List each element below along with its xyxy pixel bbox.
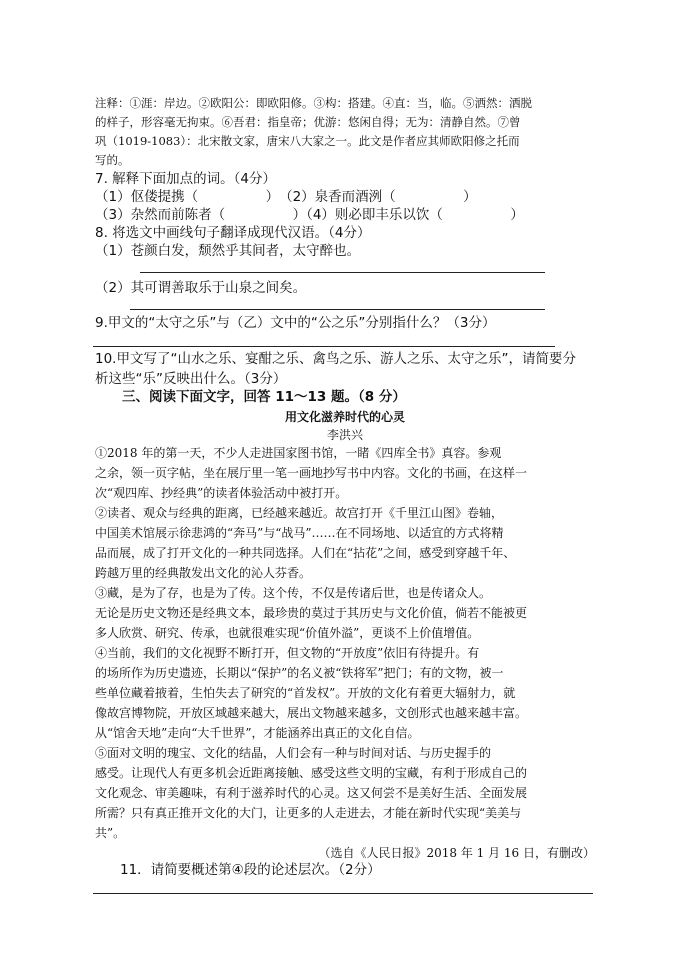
article-source: （选自《人民日报》2018 年 1 月 16 日，有删改）: [318, 846, 595, 860]
q8-sentence-2: （2）其可谓善取乐于山泉之间矣。: [95, 280, 307, 296]
article-line: 跨越万里的经典散发出文化的沁人芬香。: [95, 566, 312, 580]
annotation-line-2: 的样子，形容毫无拘束。⑥吾君：指皇帝；优游：悠闲自得；无为：清静自然。⑦曾: [95, 115, 521, 129]
article-line: 之余，领一页字帖，坐在展厅里一笔一画地抄写书中内容。文化的书画，在这样一: [95, 466, 528, 480]
article-author: 李洪兴: [326, 428, 363, 442]
article-line: 感受。让现代人有更多机会近距离接触、感受这些文明的宝藏，有利于形成自己的: [95, 766, 528, 780]
article-line: 的场所作为历史遗迹，长期以“保护”的名义被“铁将军”把门；有的文物，被一: [95, 666, 504, 680]
q8-sentence-1: （1）苍颜白发，颓然乎其间者，太守醉也。: [95, 243, 361, 259]
article-line: ⑤面对文明的瑰宝、文化的结晶，人们会有一种与时间对话、与历史握手的: [95, 746, 492, 760]
q10-line-2: 析这些“乐”反映出什么。（3分）: [95, 371, 287, 387]
article-line: 从“馆舍天地”走向“大千世界”，才能涵养出真正的文化自信。: [95, 726, 420, 740]
q7-row-2: （3）杂然而前陈者（ ）（4）则必即丰乐以饮（ ）: [95, 207, 524, 223]
article-line: 像故宫博物院，开放区域越来越大，展出文物越来越多，文创形式也越来越丰富。: [95, 706, 528, 720]
q7-title: 7. 解释下面加点的词。（4分）: [95, 171, 277, 187]
article-line: 多人欣赏、研究、传承，也就很难实现“价值外溢”，更谈不上价值增值。: [95, 626, 480, 640]
article-line: ③藏，是为了存，也是为了传。这个传，不仅是传诸后世，也是传诸众人。: [95, 586, 492, 600]
answer-line: [130, 309, 545, 310]
annotation-line-3: 巩（1019-1083）：北宋散文家，唐宋八大家之一。此文是作者应其师欧阳修之托而: [95, 134, 520, 148]
article-line: ②读者、观众与经典的距离，已经越来越近。故宫打开《千里江山图》卷轴，: [95, 506, 504, 520]
article-line: ①2018 年的第一天，不少人走进国家图书馆，一睹《四库全书》真容。参观: [95, 446, 502, 460]
annotation-line-4: 写的。: [95, 153, 130, 167]
article-line: ④当前，我们的文化视野不断打开，但文物的“开放度”依旧有待提升。有: [95, 646, 480, 660]
answer-line: [140, 272, 545, 273]
article-line: 所需？只有真正推开文化的大门，让更多的人走进去，才能在新时代实现“美美与: [95, 806, 522, 820]
answer-line: [93, 346, 555, 347]
q11-text: 11．请简要概述第④段的论述层次。（2分）: [120, 862, 381, 878]
article-line: 文化观念、审美趣味，有利于滋养时代的心灵。这又何尝不是美好生活、全面发展: [95, 786, 528, 800]
article-line: 无论是历史文物还是经典文本，最珍贵的莫过于其历史与文化价值，倘若不能被更: [95, 606, 528, 620]
q10-line-1: 10.甲文写了“山水之乐、宴酣之乐、禽鸟之乐、游人之乐、太守之乐”，请简要分: [95, 351, 576, 367]
article-line: 中国美术馆展示徐悲鸿的“奔马”与“战马”……在不同场地、以适宜的方式将精: [95, 526, 504, 540]
article-line: 些单位藏着掖着，生怕失去了研究的“首发权”。开放的文化有着更大辐射力，就: [95, 686, 516, 700]
answer-line: [93, 893, 593, 894]
q7-row-1: （1）伛偻提携（ ） （2）泉香而酒洌（ ）: [95, 189, 477, 205]
article-line: 品而展，成了打开文化的一种共同选择。人们在“拈花”之间，感受到穿越千年、: [95, 546, 516, 560]
article-line: 共”。: [95, 826, 126, 840]
article-title: 用文化滋养时代的心灵: [284, 410, 405, 424]
annotation-line-1: 注释：①涯：岸边。②欧阳公：即欧阳修。③构：搭建。④直：当，临。⑤洒然：洒脱: [95, 96, 532, 110]
q8-title: 8. 将选文中画线句子翻译成现代汉语。（4分）: [95, 225, 371, 241]
q9-text: 9.甲文的“太守之乐”与（乙）文中的“公之乐”分别指什么？（3分）: [95, 315, 496, 331]
section-3-heading: 三、阅读下面文字，回答 11～13 题。（8 分）: [122, 389, 406, 405]
article-line: 次“观四库、抄经典”的读者体验活动中被打开。: [95, 486, 348, 500]
